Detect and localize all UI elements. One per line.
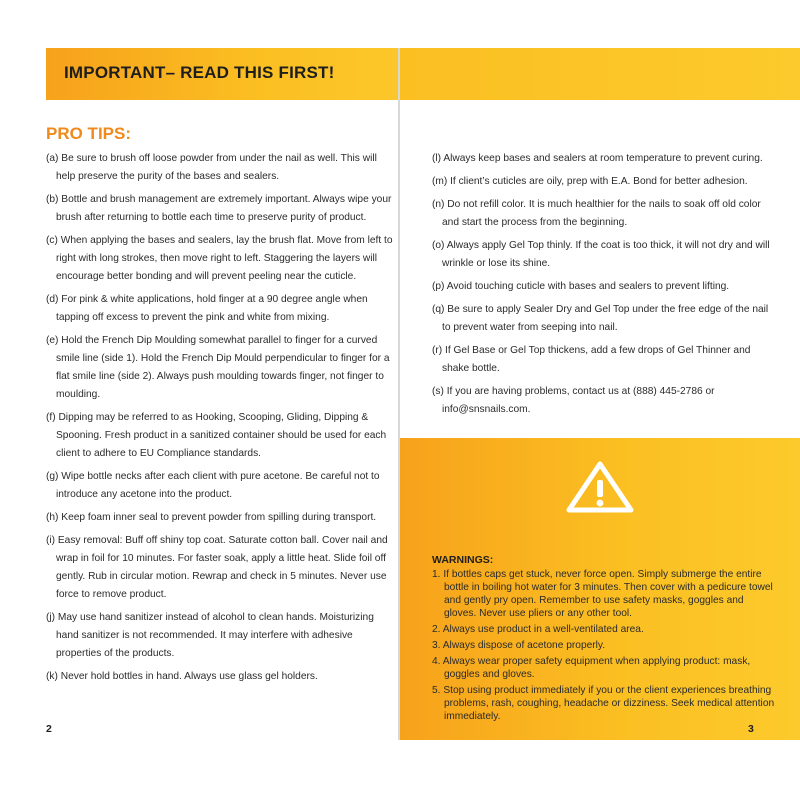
tip-item: (l) Always keep bases and sealers at room temperature to prevent curing.: [432, 153, 763, 164]
pro-tips-list-continued: [432, 150, 772, 424]
tip-item: (k) Never hold bottles in hand. Always use glass gel holders.: [46, 671, 318, 682]
tip-item: (p) Avoid touching cuticle with bases and sealers to prevent lifting.: [432, 281, 730, 292]
warning-item: 1. If bottles caps get stuck, never force open. Simply submerge the entire bottle in boiling hot water for 3 minutes. Then cover with a pedicure towel and gently pry open. Remember to use safety masks, goggles and gloves. Never use pliers or any other tool.: [432, 569, 773, 619]
pro-tips-heading: PRO TIPS:: [46, 124, 132, 143]
tip-item: (n) Do not refill color. It is much healthier for the nails to soak off old color and start the process from the beginning.: [432, 199, 761, 228]
right-page: [400, 48, 800, 740]
tip-item: (q) Be sure to apply Sealer Dry and Gel Top under the free edge of the nail to prevent water from seeping into nail.: [432, 304, 769, 333]
tip-item: (b) Bottle and brush management are extremely important. Always wipe your brush after returning to bottle each time to preserve purity of product.: [46, 194, 392, 223]
tip-item: (s) If you are having problems, contact us at (888) 445-2786 or info@snsnails.com.: [432, 386, 715, 415]
warning-item: 4. Always wear proper safety equipment when applying product: mask, goggles and gloves.: [432, 656, 751, 680]
tip-item: (o) Always apply Gel Top thinly. If the coat is too thick, it will not dry and will wrinkle or lose its shine.: [432, 240, 770, 269]
tip-item: (r) If Gel Base or Gel Top thickens, add a few drops of Gel Thinner and shake bottle.: [432, 345, 751, 374]
warning-item: 3. Always dispose of acetone properly.: [432, 640, 606, 651]
tip-item: (i) Easy removal: Buff off shiny top coat. Saturate cotton ball. Cover nail and wrap in foil for 10 minutes. For faster soak, apply a little heat. Slide foil off gently. Rub in circular motion. Rewrap and check in 5 minutes. Never use force to remove product.: [46, 535, 388, 600]
left-header-banner: [46, 48, 400, 100]
warnings-box: [400, 438, 800, 740]
tip-item: (f) Dipping may be referred to as Hooking, Scooping, Gliding, Dipping & Spooning. Fresh product in a sanitized container should be used for each client to adhere to EU Compliance standards.: [46, 412, 387, 459]
warning-item: 5. Stop using product immediately if you or the client experiences breathing problems, rash, coughing, headache or dizziness. Seek medical attention immediately.: [432, 685, 775, 722]
tip-item: (m) If client’s cuticles are oily, prep with E.A. Bond for better adhesion.: [432, 176, 748, 187]
tip-item: (a) Be sure to brush off loose powder from under the nail as well. This will help preserve the purity of the bases and sealers.: [46, 153, 377, 182]
warnings-heading: WARNINGS:: [432, 554, 494, 566]
tip-item: (h) Keep foam inner seal to prevent powder from spilling during transport.: [46, 512, 377, 523]
warnings-list: [432, 568, 777, 726]
left-page: [46, 48, 400, 740]
tip-item: (c) When applying the bases and sealers, lay the brush flat. Move from left to right with long strokes, then move right to left. Staggering the layers will encourage better bonding and will prevent peeling near the cuticle.: [46, 235, 393, 282]
tip-item: (j) May use hand sanitizer instead of alcohol to clean hands. Moisturizing hand sanitizer is not recommended. It may interfere with adhesive properties of the products.: [46, 612, 374, 659]
warning-item: 2. Always use product in a well-ventilated area.: [432, 624, 644, 635]
page-number: 2: [46, 723, 52, 735]
tip-item: (d) For pink & white applications, hold finger at a 90 degree angle when tapping off excess to prevent the pink and white from mixing.: [46, 294, 368, 323]
page-number: 3: [748, 723, 754, 735]
tip-item: (e) Hold the French Dip Moulding somewhat parallel to finger for a curved smile line (side 1). Hold the French Dip Mould perpendicular to finger for a flat smile line (side 2). Always push moulding towards finger, not finger to moulding.: [46, 335, 390, 400]
warning-triangle-icon: [565, 460, 635, 514]
tip-item: (g) Wipe bottle necks after each client with pure acetone. Be careful not to introduce any acetone into the product.: [46, 471, 380, 500]
banner-title: IMPORTANT– READ THIS FIRST!: [64, 63, 335, 82]
right-header-banner: [400, 48, 800, 100]
pro-tips-list: [46, 150, 398, 691]
